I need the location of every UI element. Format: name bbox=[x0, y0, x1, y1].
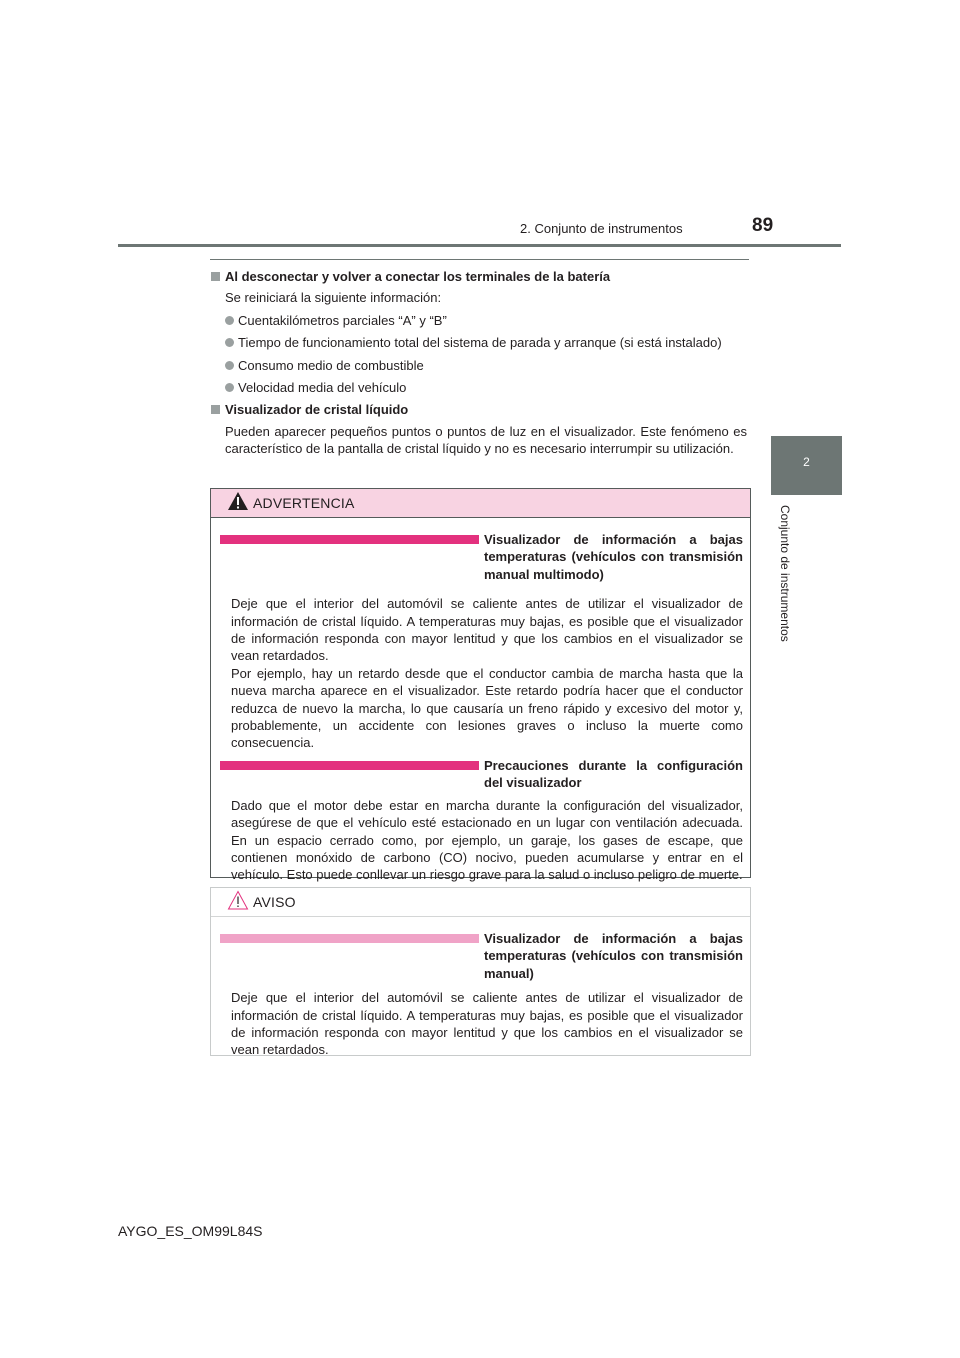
page-number: 89 bbox=[752, 215, 774, 236]
warning-box bbox=[210, 488, 751, 883]
square-bullet-icon bbox=[220, 761, 479, 770]
list-item-text: Cuentakilómetros parciales “A” y “B” bbox=[238, 312, 447, 328]
warning-item-paragraph: Dado que el motor debe estar en marcha durante la configuración del visualizador, asegúrese de que el vehículo esté estacionado en un lugar con ventilación adecuada. En un espacio cerrado como, por ejemplo, un garaje, los gases de escape, que contienen monóxido de carbono (CO) nocivo, pueden acumularse y entrar en el vehículo. Esto puede conllevar un riesgo grave para la salud o incluso peligro de muerte. bbox=[231, 797, 743, 883]
circle-bullet-icon bbox=[225, 316, 234, 325]
list-item bbox=[210, 379, 747, 396]
section-paragraph: Pueden aparecer pequeños puntos o puntos de luz en el visualizador. Este fenómeno es característico de la pantalla de cristal líquido y no es necesario interrumpir su utilización. bbox=[225, 423, 747, 457]
warning-item-paragraph: Por ejemplo, hay un retardo desde que el conductor cambia de marcha hasta que la nueva marcha aparece en el visualizador. Este retardo podría hacer que el conductor reduzca de nuevo la marcha, lo que causaría un freno rápido y excesivo del motor y, probablemente, un accidente con lesiones graves o incluso la muerte como consecuencia. bbox=[231, 665, 743, 751]
list-item-text: Consumo medio de combustible bbox=[238, 357, 424, 373]
section-heading-lcd bbox=[210, 401, 747, 418]
list-item bbox=[210, 357, 747, 374]
section-heading-text: Visualizador de cristal líquido bbox=[225, 402, 409, 418]
header-section-title: 2. Conjunto de instrumentos bbox=[520, 221, 683, 236]
notice-item-paragraph: Deje que el interior del automóvil se caliente antes de utilizar el visualizador de información de cristal líquido. A temperaturas muy bajas, es posible que el visualizador de información responda con mayor lentitud y que los cambios en el visualizador se vean retardados. bbox=[231, 990, 743, 1058]
notice-item-heading-text: Visualizador de información a bajas temperaturas (vehículos con transmisión manual) bbox=[484, 931, 743, 981]
list-item bbox=[210, 334, 747, 351]
chapter-tab bbox=[771, 436, 842, 495]
list-item-text: Tiempo de funcionamiento total del sistema de parada y arranque (si está instalado) bbox=[238, 335, 722, 351]
warning-item-heading-text: Precauciones durante la configuración del visualizador bbox=[484, 757, 743, 791]
warning-item-heading-text: Visualizador de información a bajas temperaturas (vehículos con transmisión manual multimodo) bbox=[484, 532, 743, 582]
warning-box-title: ADVERTENCIA bbox=[253, 495, 355, 511]
document-code: AYGO_ES_OM99L84S bbox=[118, 1223, 263, 1239]
section-intro: Se reiniciará la siguiente información: bbox=[225, 290, 442, 306]
warning-box-body bbox=[211, 518, 750, 884]
square-bullet-icon bbox=[220, 934, 479, 943]
circle-bullet-icon bbox=[225, 338, 234, 347]
warning-item-heading bbox=[219, 531, 743, 583]
warning-triangle-icon bbox=[227, 491, 249, 511]
circle-bullet-icon bbox=[225, 361, 234, 370]
section-heading-text: Al desconectar y volver a conectar los terminales de la batería bbox=[225, 269, 611, 284]
warning-box-header bbox=[211, 489, 750, 518]
notice-box bbox=[210, 887, 751, 1056]
caution-triangle-icon bbox=[227, 890, 249, 910]
list-item bbox=[210, 312, 747, 329]
notice-item-heading bbox=[219, 930, 743, 982]
notice-box-header bbox=[211, 888, 750, 917]
content-top-rule bbox=[210, 259, 749, 260]
square-bullet-icon bbox=[211, 272, 220, 281]
square-bullet-icon bbox=[220, 535, 479, 544]
header-rule bbox=[118, 244, 841, 247]
chapter-number: 2 bbox=[803, 455, 810, 469]
section-heading-battery bbox=[210, 268, 747, 285]
chapter-side-label bbox=[778, 505, 806, 650]
chapter-label: Conjunto de instrumentos bbox=[778, 505, 792, 642]
main-content bbox=[210, 268, 747, 458]
warning-item-heading bbox=[219, 757, 743, 792]
notice-box-body bbox=[211, 917, 750, 1059]
notice-box-title: AVISO bbox=[253, 894, 296, 910]
square-bullet-icon bbox=[211, 405, 220, 414]
warning-item-paragraph: Deje que el interior del automóvil se caliente antes de utilizar el visualizador de información de cristal líquido. A temperaturas muy bajas, es posible que el visualizador de información responda con mayor lentitud y que los cambios en el visualizador se vean retardados. bbox=[231, 596, 743, 664]
circle-bullet-icon bbox=[225, 383, 234, 392]
list-item-text: Velocidad media del vehículo bbox=[238, 380, 407, 396]
